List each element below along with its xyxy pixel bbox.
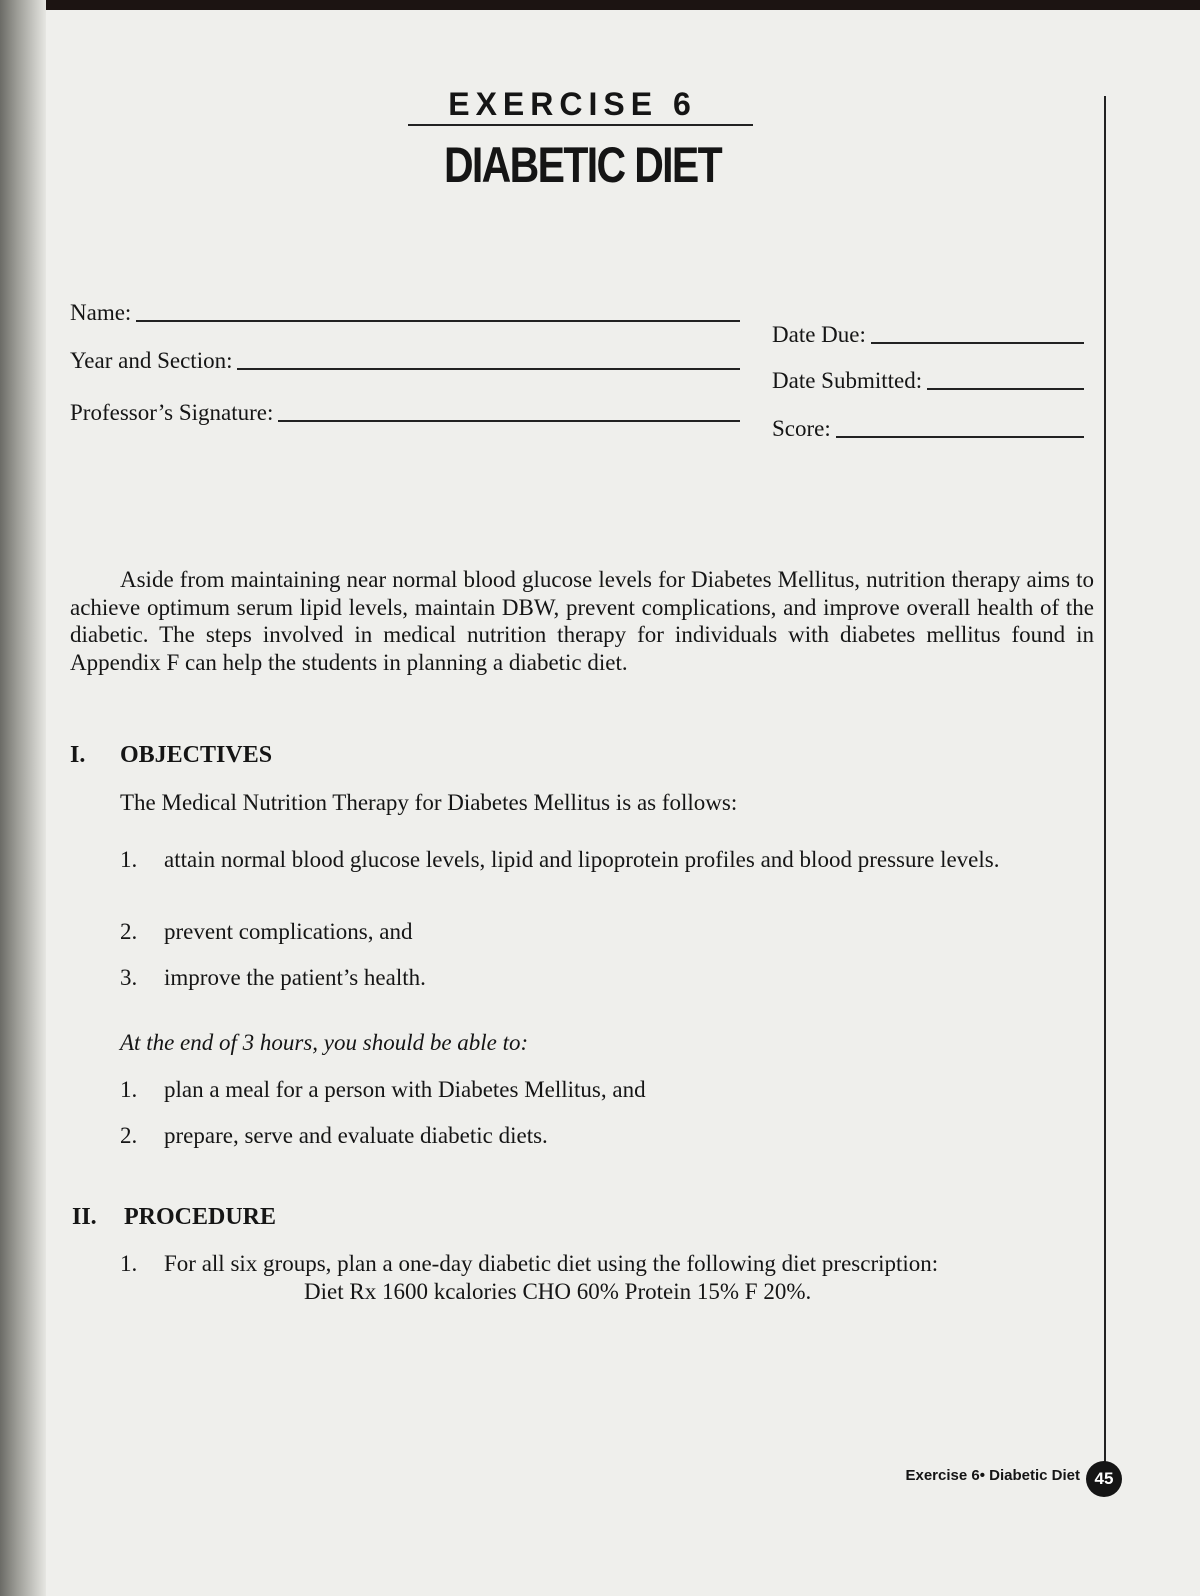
name-line[interactable] xyxy=(136,302,740,322)
score-label: Score: xyxy=(772,416,831,441)
score-line[interactable] xyxy=(836,418,1084,438)
name-field[interactable] xyxy=(70,300,740,326)
list-item-text: plan a meal for a person with Diabetes Mellitus, and xyxy=(164,1077,646,1102)
year-section-field[interactable] xyxy=(70,348,740,374)
date-due-label: Date Due: xyxy=(772,322,866,347)
exercise-label: EXERCISE 6 xyxy=(448,86,697,122)
score-field[interactable] xyxy=(772,416,1084,442)
list-item-number: 1. xyxy=(120,847,138,872)
list-item-text: For all six groups, plan a one-day diabetic diet using the following diet prescription: xyxy=(164,1251,939,1276)
year-section-line[interactable] xyxy=(237,350,740,370)
professor-signature-field[interactable] xyxy=(70,400,740,426)
list-item-number: 2. xyxy=(120,919,138,944)
page-title: DIABETIC DIET xyxy=(443,137,722,193)
intro-paragraph: Aside from maintaining near normal blood glucose levels for Diabetes Mellitus, nutrition therapy aims to achieve optimum serum lipid levels, maintain DBW, prevent complications, and improve overall health of the diabetic. The steps involved in medical nutrition therapy for individuals with diabetes mellitus found in Appendix F can help the students in planning a diabetic diet. xyxy=(70,567,1094,675)
procedure-number: II. xyxy=(72,1204,97,1230)
list-item xyxy=(120,846,1100,902)
diet-prescription: Diet Rx 1600 kcalories CHO 60% Protein 15% F 20%. xyxy=(304,1279,812,1304)
date-submitted-label: Date Submitted: xyxy=(772,368,923,393)
title-rule xyxy=(408,124,753,126)
date-due-line[interactable] xyxy=(871,324,1084,344)
list-item xyxy=(120,1076,1100,1104)
procedure-heading: PROCEDURE xyxy=(124,1204,277,1230)
list-item-text: prepare, serve and evaluate diabetic diets. xyxy=(164,1123,548,1148)
name-label: Name: xyxy=(70,300,132,325)
book-binding-edge xyxy=(0,0,46,1596)
date-submitted-line[interactable] xyxy=(927,370,1084,390)
objectives-heading: OBJECTIVES xyxy=(120,742,273,768)
page-number: 45 xyxy=(1086,1461,1122,1497)
page-top-edge xyxy=(0,0,1200,10)
list-item-text: attain normal blood glucose levels, lipid and lipoprotein profiles and blood pressure levels. xyxy=(164,847,1000,872)
list-item-text: improve the patient’s health. xyxy=(164,965,426,990)
year-section-label: Year and Section: xyxy=(70,348,233,373)
right-margin-rule xyxy=(1104,96,1106,1496)
list-item-number: 1. xyxy=(120,1077,138,1102)
list-item xyxy=(120,1250,1100,1306)
professor-signature-label: Professor’s Signature: xyxy=(70,400,274,425)
list-item-text: prevent complications, and xyxy=(164,919,413,944)
objectives-lead: The Medical Nutrition Therapy for Diabetes Mellitus is as follows: xyxy=(120,790,738,815)
date-submitted-field[interactable] xyxy=(772,368,1084,394)
list-item-number: 3. xyxy=(120,965,138,990)
list-item-number: 1. xyxy=(120,1251,138,1276)
running-footer: Exercise 6• Diabetic Diet xyxy=(905,1467,1080,1484)
list-item xyxy=(120,918,1100,946)
objectives-number: I. xyxy=(70,742,86,768)
list-item-number: 2. xyxy=(120,1123,138,1148)
professor-signature-line[interactable] xyxy=(278,402,740,422)
learning-outcomes-lead: At the end of 3 hours, you should be able to: xyxy=(120,1030,529,1055)
date-due-field[interactable] xyxy=(772,322,1084,348)
list-item xyxy=(120,964,1100,992)
list-item xyxy=(120,1122,1100,1150)
